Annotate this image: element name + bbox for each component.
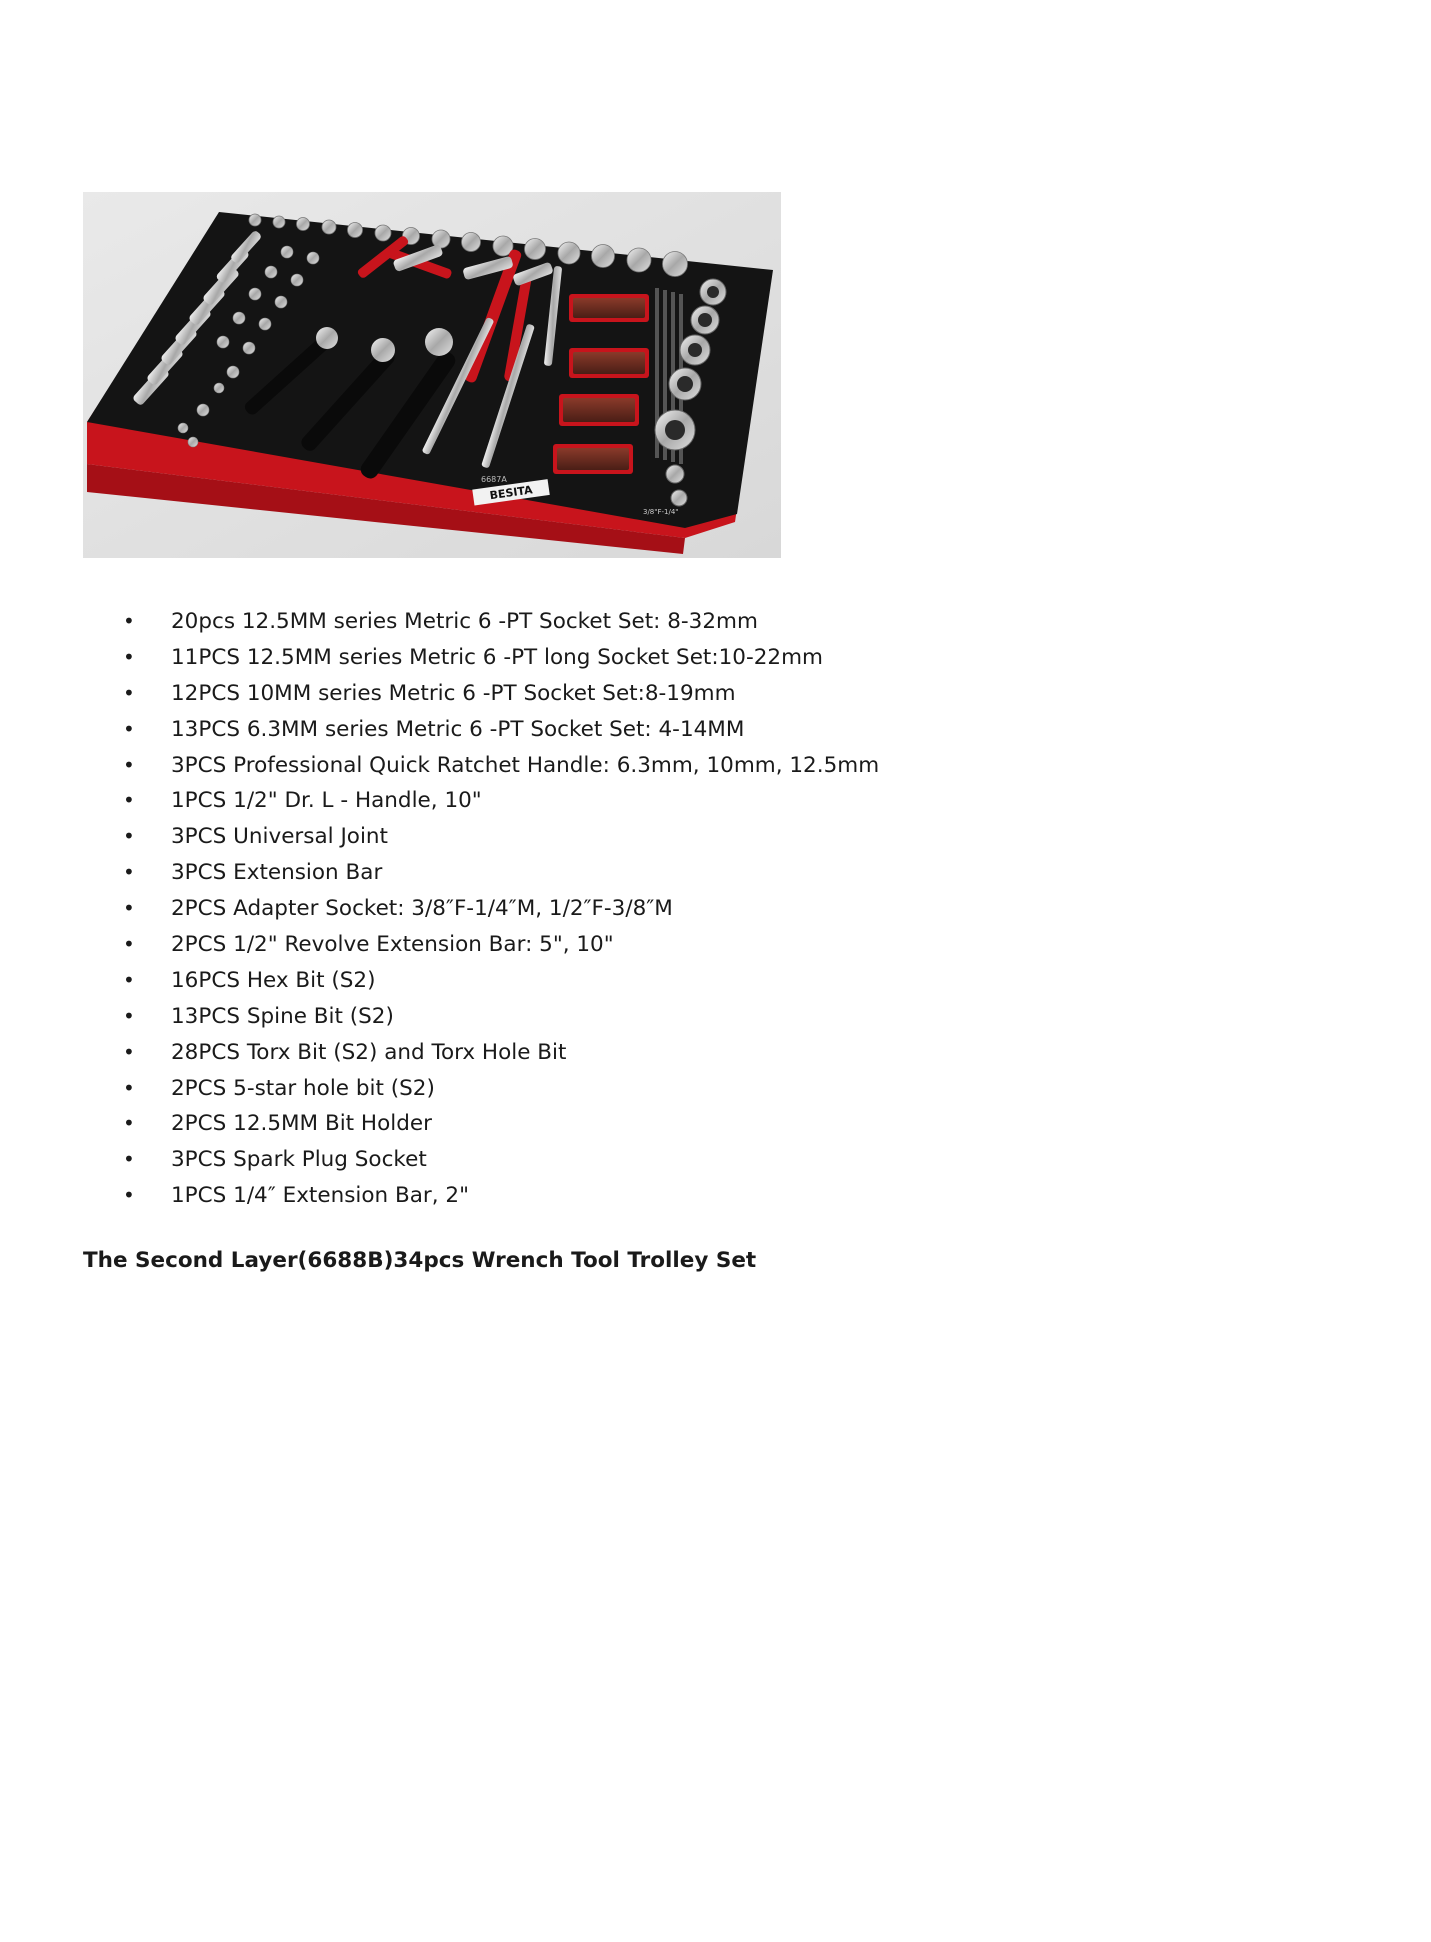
section-heading: The Second Layer(6688B)34pcs Wrench Tool Trolley Set <box>83 1248 757 1273</box>
bullet-icon: • <box>123 967 135 992</box>
brand-logo-text: BESITA <box>488 483 534 503</box>
list-item <box>0 999 879 1035</box>
list-item <box>0 1142 879 1178</box>
list-item-text: 28PCS Torx Bit (S2) and Torx Hole Bit <box>171 1039 567 1065</box>
list-item-text: 2PCS 5-star hole bit (S2) <box>171 1075 435 1101</box>
list-item <box>0 1071 879 1107</box>
list-item <box>0 891 879 927</box>
bullet-icon: • <box>123 644 135 669</box>
list-item-text: 13PCS 6.3MM series Metric 6 -PT Socket Set: 4-14MM <box>171 716 745 742</box>
adapter-label: 3/8"F-1/4" <box>643 508 679 516</box>
list-item-text: 2PCS Adapter Socket: 3/8″F-1/4″M, 1/2″F-3/8″M <box>171 896 673 922</box>
bullet-icon: • <box>123 1183 135 1208</box>
list-item-text: 20pcs 12.5MM series Metric 6 -PT Socket Set: 8-32mm <box>171 609 758 634</box>
list-item-text: 1PCS 1/2" Dr. L - Handle, 10" <box>171 788 482 814</box>
list-item <box>0 1035 879 1071</box>
bullet-icon: • <box>123 824 135 849</box>
list-item <box>0 819 879 855</box>
bullet-icon: • <box>123 1003 135 1028</box>
list-item <box>0 712 879 748</box>
bullet-icon: • <box>123 896 135 921</box>
list-item <box>0 640 879 676</box>
list-item <box>0 676 879 712</box>
list-item-text: 3PCS Universal Joint <box>171 824 388 850</box>
spec-list <box>0 604 879 1214</box>
list-item-text: 11PCS 12.5MM series Metric 6 -PT long Socket Set:10-22mm <box>171 644 823 670</box>
bullet-icon: • <box>123 860 135 885</box>
list-item-text: 3PCS Extension Bar <box>171 860 383 886</box>
list-item <box>0 748 879 784</box>
list-item-text: 16PCS Hex Bit (S2) <box>171 967 376 993</box>
list-item-text: 1PCS 1/4″ Extension Bar, 2" <box>171 1183 469 1209</box>
bullet-icon: • <box>123 716 135 741</box>
bullet-icon: • <box>123 1147 135 1172</box>
list-item <box>0 604 879 640</box>
list-item <box>0 963 879 999</box>
list-item-text: 3PCS Professional Quick Ratchet Handle: 6.3mm, 10mm, 12.5mm <box>171 752 880 778</box>
tray-model-label: 6687A <box>481 475 507 484</box>
bullet-icon: • <box>123 932 135 957</box>
bullet-icon: • <box>123 1039 135 1064</box>
list-item <box>0 927 879 963</box>
list-item <box>0 855 879 891</box>
bullet-icon: • <box>123 788 135 813</box>
list-item <box>0 1178 879 1214</box>
list-item-text: 12PCS 10MM series Metric 6 -PT Socket Set:8-19mm <box>171 680 736 706</box>
list-item-text: 3PCS Spark Plug Socket <box>171 1147 427 1173</box>
bullet-icon: • <box>123 1111 135 1136</box>
list-item <box>0 1106 879 1142</box>
list-item-text: 13PCS Spine Bit (S2) <box>171 1003 394 1029</box>
bullet-icon: • <box>123 609 135 633</box>
list-item-text: 2PCS 12.5MM Bit Holder <box>171 1111 432 1137</box>
product-photo <box>83 192 781 558</box>
bullet-icon: • <box>123 752 135 777</box>
list-item <box>0 783 879 819</box>
bullet-icon: • <box>123 1075 135 1100</box>
list-item-text: 2PCS 1/2" Revolve Extension Bar: 5", 10" <box>171 932 614 958</box>
bullet-icon: • <box>123 680 135 705</box>
